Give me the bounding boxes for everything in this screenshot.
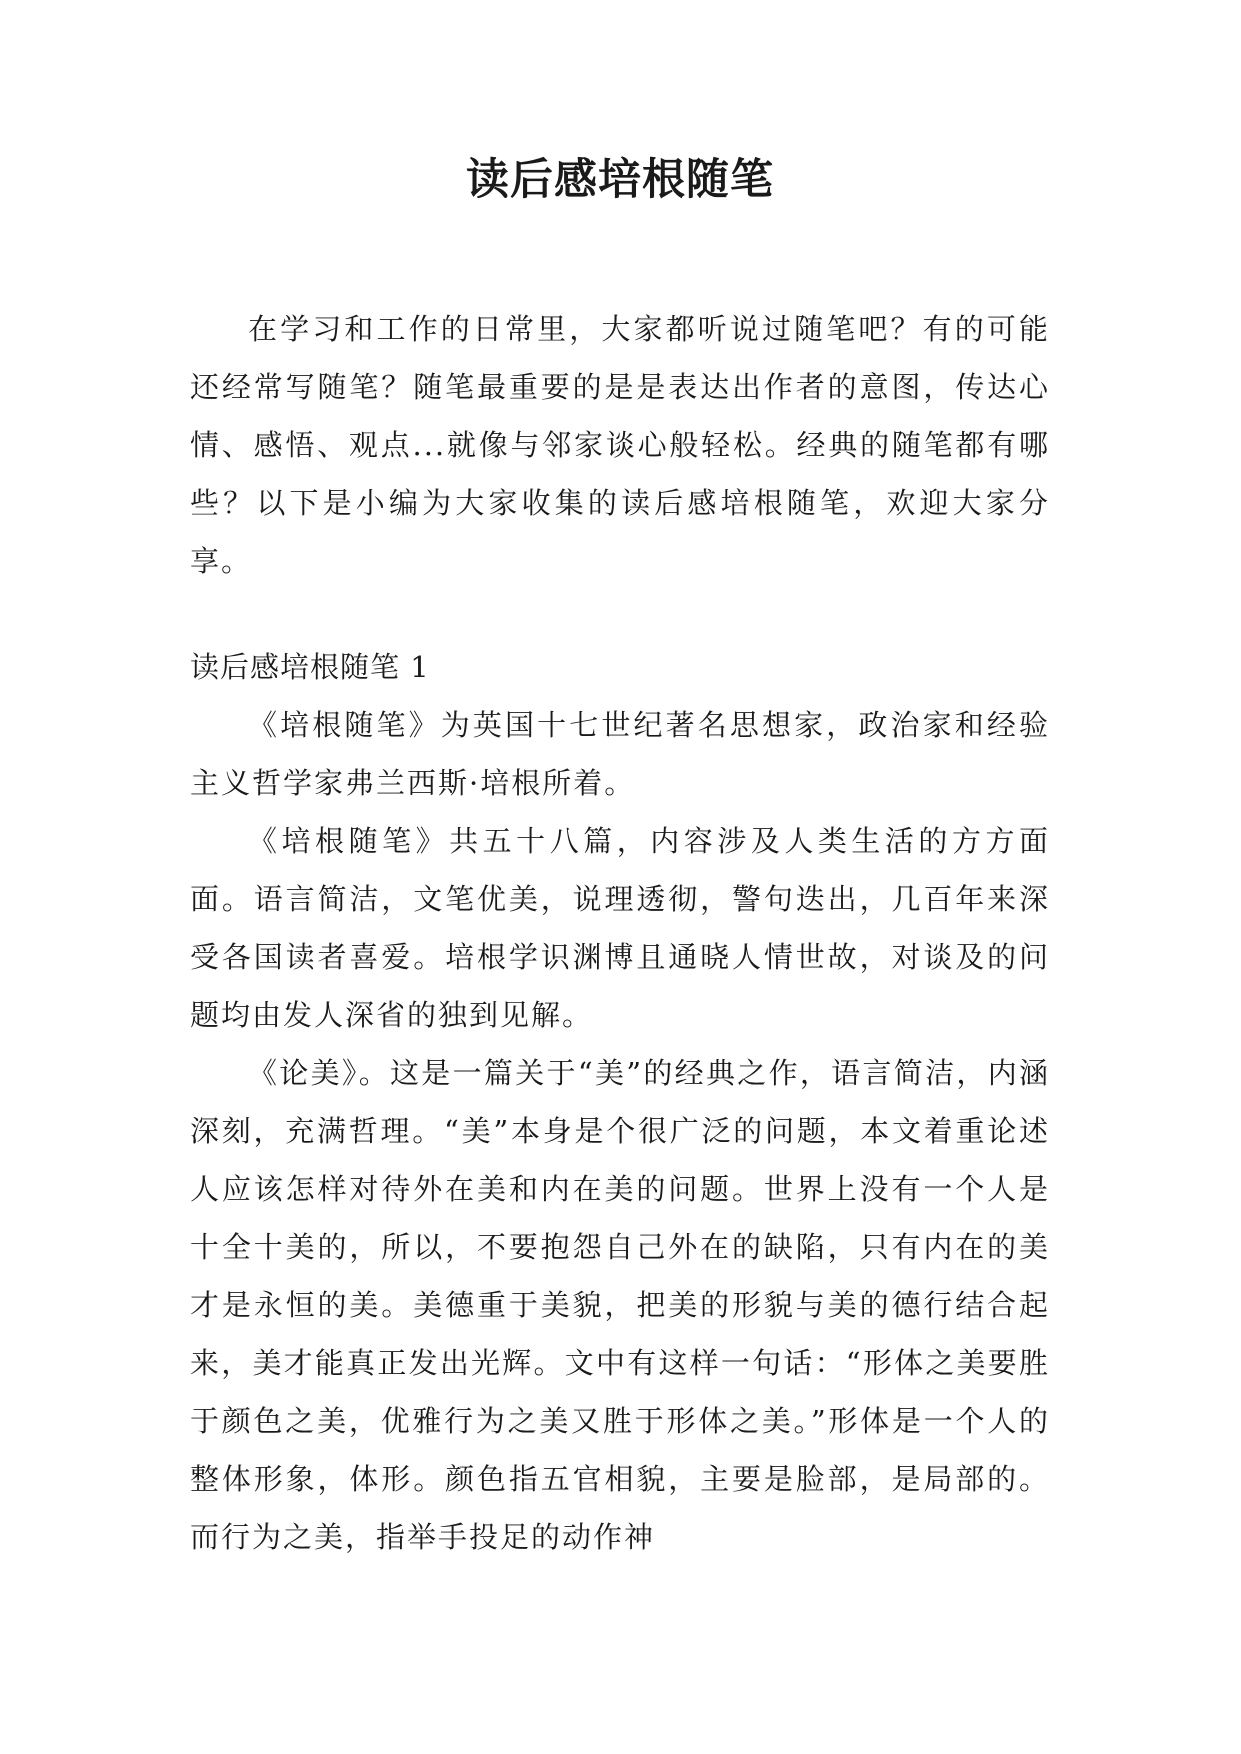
body-paragraph-1: 《培根随笔》为英国十七世纪著名思想家，政治家和经验主义哲学家弗兰西斯·培根所着。	[190, 708, 1050, 800]
document-title: 读后感培根随笔	[466, 155, 774, 205]
intro-paragraph: 在学习和工作的日常里，大家都听说过随笔吧？有的可能还经常写随笔？随笔最重要的是是表达出作者的意图，传达心情、感悟、观点...就像与邻家谈心般轻松。经典的随笔都有哪些？以下是小编为大家收集的读后感培根随笔，欢迎大家分享。	[190, 312, 1050, 578]
section-heading: 读后感培根随笔 1	[190, 650, 430, 684]
body-paragraph-3: 《论美》。这是一篇关于“美”的经典之作，语言简洁，内涵深刻，充满哲理。“美”本身是个很广泛的问题，本文着重论述人应该怎样对待外在美和内在美的问题。世界上没有一个人是十全十美的，所以，不要抱怨自己外在的缺陷，只有内在的美才是永恒的美。美德重于美貌，把美的形貌与美的德行结合起来，美才能真正发出光辉。文中有这样一句话：“形体之美要胜于颜色之美，优雅行为之美又胜于形体之美。”形体是一个人的整体形象，体形。颜色指五官相貌，主要是脸部，是局部的。而行为之美，指举手投足的动作神	[190, 1056, 1050, 1554]
body-paragraph-2: 《培根随笔》共五十八篇，内容涉及人类生活的方方面面。语言简洁，文笔优美，说理透彻，警句迭出，几百年来深受各国读者喜爱。培根学识渊博且通晓人情世故，对谈及的问题均由发人深省的独到见解。	[190, 824, 1050, 1032]
intro-block	[190, 300, 1050, 590]
document-body	[190, 150, 1050, 1566]
